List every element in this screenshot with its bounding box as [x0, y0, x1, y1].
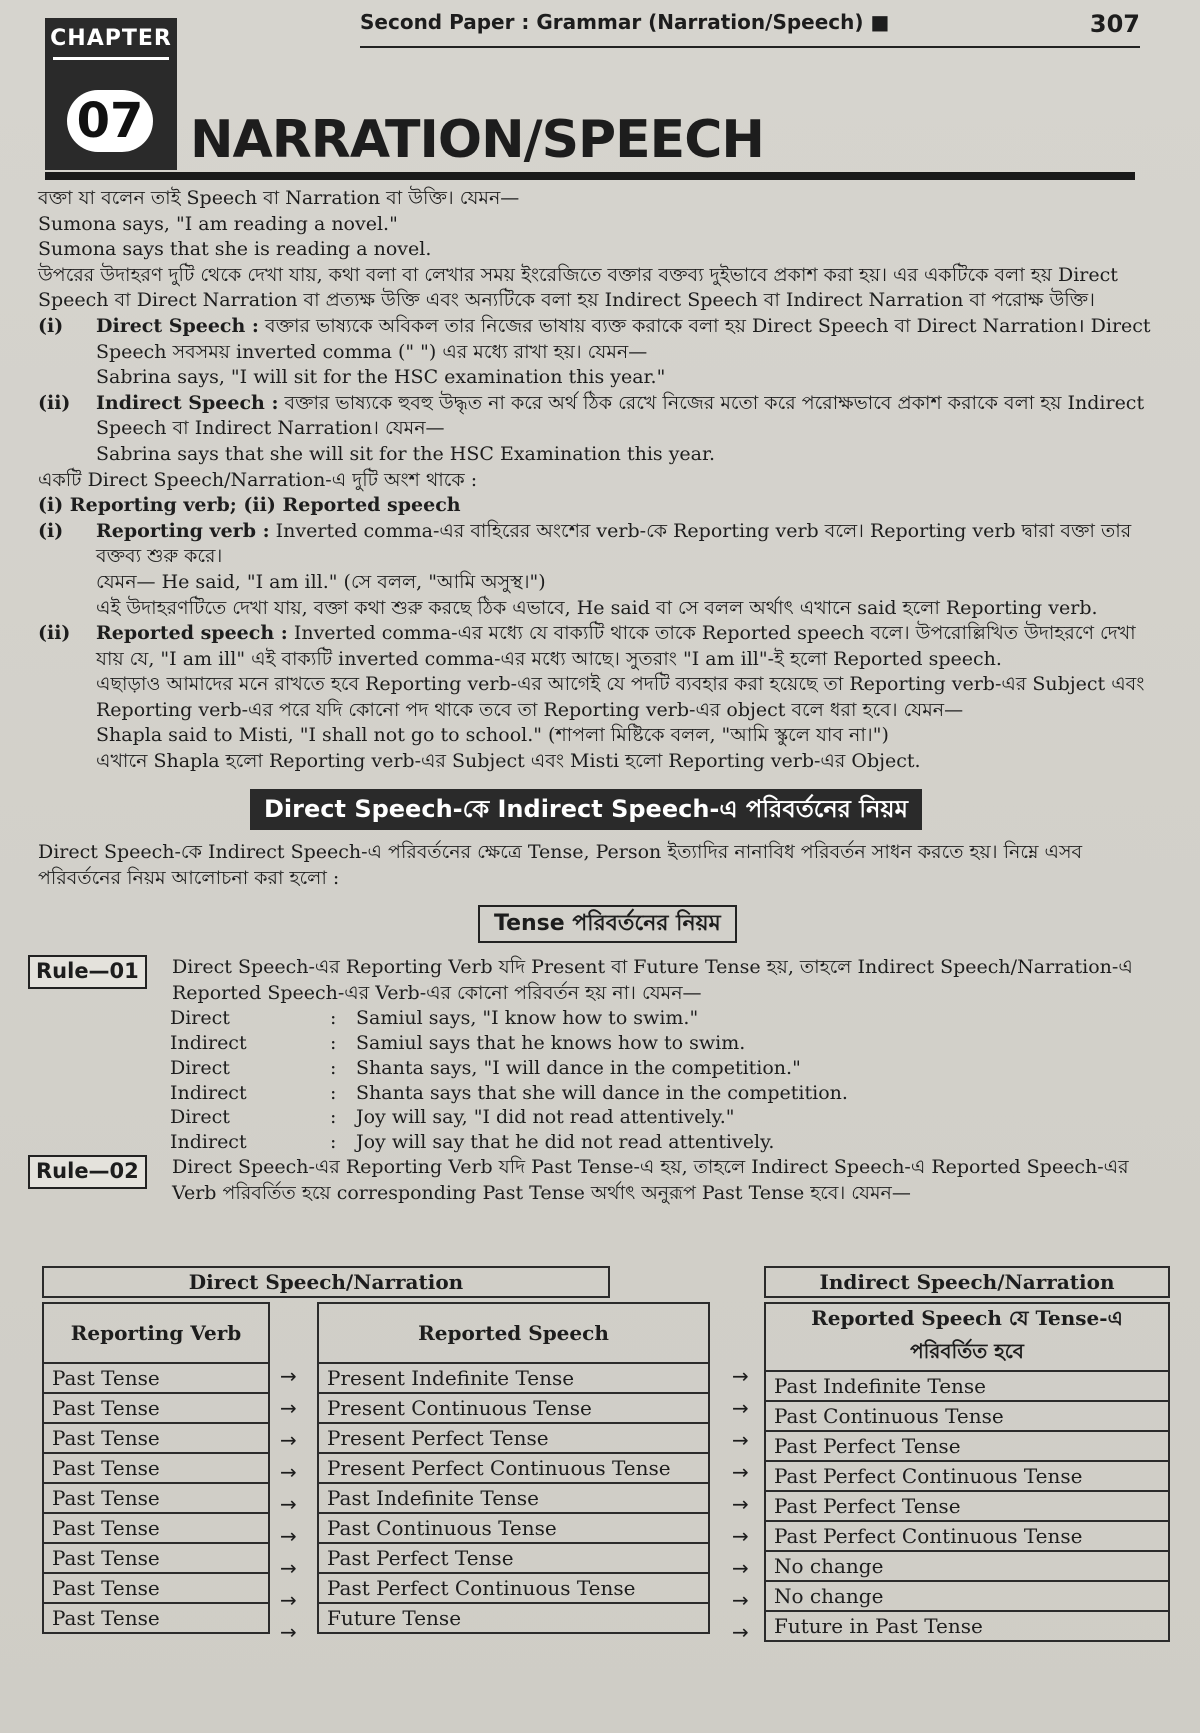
- list-marker: (i): [38, 519, 64, 542]
- example-line: যেমন— He said, "I am ill." (সে বলল, "আমি অসুস্থ।"): [96, 570, 546, 593]
- title-rule: [45, 172, 1135, 180]
- example-row: Indirect : Shanta says that she will dance in the competition.: [170, 1081, 848, 1104]
- list-marker: (ii): [38, 622, 71, 645]
- arrow-icon: →: [732, 1620, 749, 1644]
- arrow-icon: →: [732, 1428, 749, 1452]
- arrow-icon: →: [280, 1428, 297, 1452]
- table-cell: Past Tense: [43, 1453, 269, 1483]
- rule-02: [38, 1155, 1158, 1206]
- example-line: Shapla said to Misti, "I shall not go to school." (শাপলা মিষ্টিকে বলল, "আমি স্কুলে যাব না।"): [96, 724, 889, 747]
- rule-text: Direct Speech-এর Reporting Verb যদি Past Tense-এ হয়, তাহলে Indirect Speech-এ Reported Speech-এর Verb পরিবর্তিত হয়ে corresponding Past Tense অর্থাৎ অনুরূপ Past Tense হবে। যেমন—: [172, 1156, 1129, 1204]
- chapter-divider: [53, 57, 169, 60]
- example-row: Direct : Samiul says, "I know how to swim.": [170, 1007, 699, 1030]
- definition-text: Inverted comma-এর বাহিরের অংশের verb-কে Reporting verb বলে। Reporting verb দ্বারা বক্তা তার বক্তব্য শুরু করে।: [96, 519, 1132, 568]
- table-cell: Past Perfect Tense: [765, 1491, 1169, 1521]
- table-cell: Past Tense: [43, 1363, 269, 1393]
- intro-line: Sumona says that she is reading a novel.: [38, 238, 432, 261]
- rule-text: Direct Speech-এর Reporting Verb যদি Present বা Future Tense হয়, তাহলে Indirect Speech/Narration-এ Reported Speech-এর Verb-এর কোনো পরিবর্তন হয় না। যেমন—: [172, 956, 1133, 1004]
- part-reported-speech: [38, 621, 1158, 775]
- arrow-icon: →: [732, 1556, 749, 1580]
- arrow-icon: →: [280, 1620, 297, 1644]
- term: Direct Speech :: [96, 314, 259, 337]
- arrow-column-2: [732, 1364, 749, 1652]
- table-cell: Past Tense: [43, 1513, 269, 1543]
- page-number: 307: [1089, 10, 1140, 38]
- indirect-header: Indirect Speech/Narration: [765, 1267, 1169, 1297]
- chapter-title: NARRATION/SPEECH: [190, 110, 764, 170]
- rule-01-examples: [170, 1006, 848, 1155]
- definition-text: Inverted comma-এর মধ্যে যে বাক্যটি থাকে তাকে Reported speech বলে। উপরোল্লিখিত উদাহরণে দেখা যায় যে, "I am ill" এই বাক্যটি inverted comma-এর মধ্যে আছে। সুতরাং "I am ill"-ই হলো Reported speech.: [96, 622, 1136, 670]
- example-row: Direct : Shanta says, "I will dance in the competition.": [170, 1056, 801, 1079]
- definition-text: বক্তার ভাষ্যকে হুবহু উদ্ধৃত না করে অর্থ ঠিক রেখে নিজের মতো করে পরোক্ষভাবে প্রকাশ করাকে বলা হয় Indirect Speech বা Indirect Narration। যেমন—: [96, 391, 1145, 440]
- rule-01: [38, 955, 1158, 1006]
- intro-line: Sumona says, "I am reading a novel.": [38, 212, 398, 235]
- definition-indirect: [38, 391, 1158, 468]
- table-cell: Past Tense: [43, 1423, 269, 1453]
- table-cell: No change: [765, 1551, 1169, 1581]
- table-cell: Past Perfect Tense: [765, 1431, 1169, 1461]
- chapter-badge: [45, 18, 177, 170]
- indirect-table-header: [764, 1266, 1170, 1298]
- table-cell: Past Perfect Continuous Tense: [765, 1461, 1169, 1491]
- section-intro: Direct Speech-কে Indirect Speech-এ পরিবর্তনের ক্ষেত্রে Tense, Person ইত্যাদির নানাবিধ পরিবর্তন সাধন করতে হয়। নিম্নে এসব পরিবর্তনের নিয়ম আলোচনা করা হলো :: [38, 841, 1083, 889]
- example-row: Indirect : Samiul says that he knows how to swim.: [170, 1032, 746, 1055]
- table-cell: Future Tense: [318, 1603, 709, 1633]
- term: Reporting verb :: [96, 519, 270, 542]
- definition-text: বক্তার ভাষ্যকে অবিকল তার নিজের ভাষায় ব্যক্ত করাকে বলা হয় Direct Speech বা Direct Narration। Direct Speech সবসময় inverted comma (" ") এর মধ্যে রাখা হয়। যেমন—: [96, 314, 1151, 363]
- list-marker: (i): [38, 314, 64, 337]
- arrow-icon: →: [280, 1524, 297, 1548]
- term: Indirect Speech :: [96, 391, 279, 414]
- example-line: Sabrina says, "I will sit for the HSC examination this year.": [96, 366, 666, 389]
- running-head-text: Second Paper : Grammar (Narration/Speech) ■: [360, 10, 890, 34]
- arrow-icon: →: [280, 1460, 297, 1484]
- table-cell: Past Tense: [43, 1573, 269, 1603]
- table-cell: Present Indefinite Tense: [318, 1363, 709, 1393]
- arrow-icon: →: [732, 1492, 749, 1516]
- table-cell: Present Perfect Continuous Tense: [318, 1453, 709, 1483]
- direct-table-header: [42, 1266, 610, 1298]
- table-cell: Past Tense: [43, 1393, 269, 1423]
- example-row: Direct : Joy will say, "I did not read attentively.": [170, 1106, 735, 1129]
- intro-paragraph: উপরের উদাহরণ দুটি থেকে দেখা যায়, কথা বলা বা লেখার সময় ইংরেজিতে বক্তার বক্তব্য দুইভাবে প্রকাশ করা হয়। এর একটিকে বলা হয় Direct Speech বা Direct Narration বা প্রত্যক্ষ উক্তি এবং অন্যটিকে বলা হয় Indirect Speech বা Indirect Narration বা পরোক্ষ উক্তি।: [38, 263, 1118, 312]
- column-header: Reporting Verb: [43, 1303, 269, 1363]
- result-tense-column: [764, 1302, 1170, 1642]
- arrow-icon: →: [732, 1364, 749, 1388]
- column-header: Reported Speech যে Tense-এ পরিবর্তিত হবে: [765, 1303, 1169, 1371]
- explanation-line: এছাড়াও আমাদের মনে রাখতে হবে Reporting verb-এর আগেই যে পদটি ব্যবহার করা হয়েছে তা Reporting verb-এর Subject এবং Reporting verb-এর পরে যদি কোনো পদ থাকে তবে তা Reporting verb-এর object বলে ধরা হবে। যেমন—: [96, 673, 1145, 721]
- table-cell: Past Continuous Tense: [765, 1401, 1169, 1431]
- table-cell: Past Indefinite Tense: [765, 1371, 1169, 1401]
- term: Reported speech :: [96, 622, 288, 645]
- list-marker: (ii): [38, 391, 71, 414]
- section-banner: Direct Speech-কে Indirect Speech-এ পরিবর্তনের নিয়ম: [250, 789, 922, 831]
- table-cell: Past Continuous Tense: [318, 1513, 709, 1543]
- page-content: [38, 186, 1158, 1206]
- parts-intro: একটি Direct Speech/Narration-এ দুটি অংশ থাকে :: [38, 468, 478, 491]
- table-cell: No change: [765, 1581, 1169, 1611]
- reporting-verb-column: [42, 1302, 270, 1634]
- direct-header: Direct Speech/Narration: [43, 1267, 609, 1297]
- table-cell: Past Tense: [43, 1483, 269, 1513]
- table-cell: Past Perfect Continuous Tense: [765, 1521, 1169, 1551]
- table-cell: Past Perfect Continuous Tense: [318, 1573, 709, 1603]
- arrow-column-1: [280, 1364, 297, 1652]
- tense-rules-heading: Tense পরিবর্তনের নিয়ম: [478, 905, 737, 943]
- example-row: Indirect : Joy will say that he did not read attentively.: [170, 1131, 775, 1154]
- table-cell: Past Perfect Tense: [318, 1543, 709, 1573]
- arrow-icon: →: [732, 1396, 749, 1420]
- table-cell: Past Tense: [43, 1603, 269, 1633]
- parts-list: (i) Reporting verb; (ii) Reported speech: [38, 494, 461, 517]
- part-reporting-verb: [38, 519, 1158, 621]
- arrow-icon: →: [280, 1556, 297, 1580]
- table-cell: Present Perfect Tense: [318, 1423, 709, 1453]
- reported-speech-column: [317, 1302, 710, 1634]
- arrow-icon: →: [280, 1492, 297, 1516]
- table-cell: Present Continuous Tense: [318, 1393, 709, 1423]
- table-cell: Past Tense: [43, 1543, 269, 1573]
- running-head: [360, 6, 1140, 48]
- arrow-icon: →: [280, 1396, 297, 1420]
- arrow-icon: →: [732, 1460, 749, 1484]
- column-header: Reported Speech: [318, 1303, 709, 1363]
- definition-direct: [38, 314, 1158, 391]
- explanation-line: এখানে Shapla হলো Reporting verb-এর Subject এবং Misti হলো Reporting verb-এর Object.: [96, 750, 921, 773]
- arrow-icon: →: [732, 1524, 749, 1548]
- arrow-icon: →: [280, 1364, 297, 1388]
- arrow-icon: →: [280, 1588, 297, 1612]
- chapter-label: CHAPTER: [50, 26, 172, 51]
- chapter-number: 07: [67, 90, 153, 152]
- rule-tag: Rule—01: [28, 955, 147, 989]
- rule-tag: Rule—02: [28, 1155, 147, 1189]
- intro-line: বক্তা যা বলেন তাই Speech বা Narration বা উক্তি। যেমন—: [38, 187, 520, 209]
- explanation-line: এই উদাহরণটিতে দেখা যায়, বক্তা কথা শুরু করছে ঠিক এভাবে, He said বা সে বলল অর্থাৎ এখানে said হলো Reporting verb.: [96, 596, 1098, 619]
- example-line: Sabrina says that she will sit for the HSC Examination this year.: [96, 442, 716, 465]
- table-cell: Future in Past Tense: [765, 1611, 1169, 1641]
- arrow-icon: →: [732, 1588, 749, 1612]
- table-cell: Past Indefinite Tense: [318, 1483, 709, 1513]
